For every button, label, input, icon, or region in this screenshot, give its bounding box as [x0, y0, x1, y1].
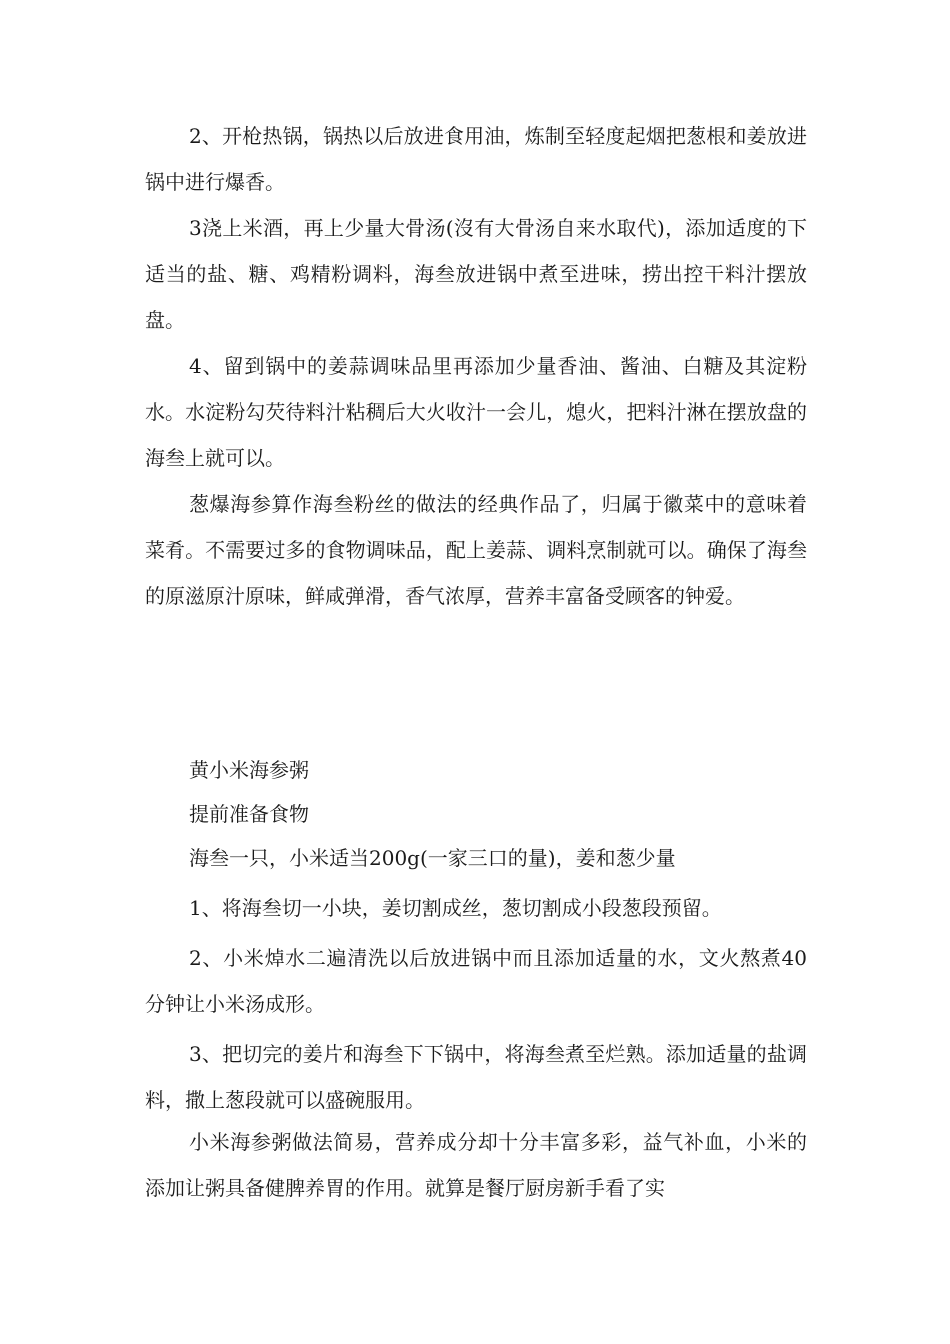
ingredients-line: 海叁一只，小米适当200g(一家三口的量)，姜和葱少量	[189, 846, 676, 870]
paragraph-step-2-scallion: 2、开枪热锅，锅热以后放进食用油，炼制至轻度起烟把葱根和姜放进锅中进行爆香。	[145, 124, 807, 194]
paragraph-millet-step-2: 2、小米焯水二遍清洗以后放进锅中而且添加适量的水，文火熬煮40分钟让小米汤成形。	[145, 946, 807, 1016]
prep-label: 提前准备食物	[189, 802, 309, 826]
paragraph-millet-summary: 小米海参粥做法简易，营养成分却十分丰富多彩，益气补血，小米的添加让粥具备健脾养胃的作用。就算是餐厅厨房新手看了实	[145, 1130, 807, 1200]
paragraph-scallion-sea-cucumber-summary: 葱爆海参算作海叁粉丝的做法的经典作品了，归属于徽菜中的意味着菜肴。不需要过多的食物调味品，配上姜蒜、调料烹制就可以。确保了海叁的原滋原汁原味，鲜咸弹滑，香气浓厚，营养丰富备受顾客的钟爱。	[145, 492, 807, 608]
section-title: 黄小米海参粥	[189, 758, 309, 782]
paragraph-step-4-sauce: 4、留到锅中的姜蒜调味品里再添加少量香油、酱油、白糖及其淀粉水。水淀粉勾芡待料汁粘稠后大火收汁一会儿，熄火，把料汁淋在摆放盘的海叁上就可以。	[145, 354, 807, 470]
paragraph-step-3-rice-wine: 3浇上米酒，再上少量大骨汤(沒有大骨汤自来水取代)，添加适度的下适当的盐、糖、鸡精粉调料，海叁放进锅中煮至进味，捞出控干料汁摆放盘。	[145, 216, 807, 332]
paragraph-millet-step-3: 3、把切完的姜片和海叁下下锅中，将海叁煮至烂熟。添加适量的盐调料，撒上葱段就可以盛碗服用。	[145, 1042, 807, 1112]
paragraph-millet-step-1: 1、将海叁切一小块，姜切割成丝，葱切割成小段葱段预留。	[189, 896, 722, 920]
